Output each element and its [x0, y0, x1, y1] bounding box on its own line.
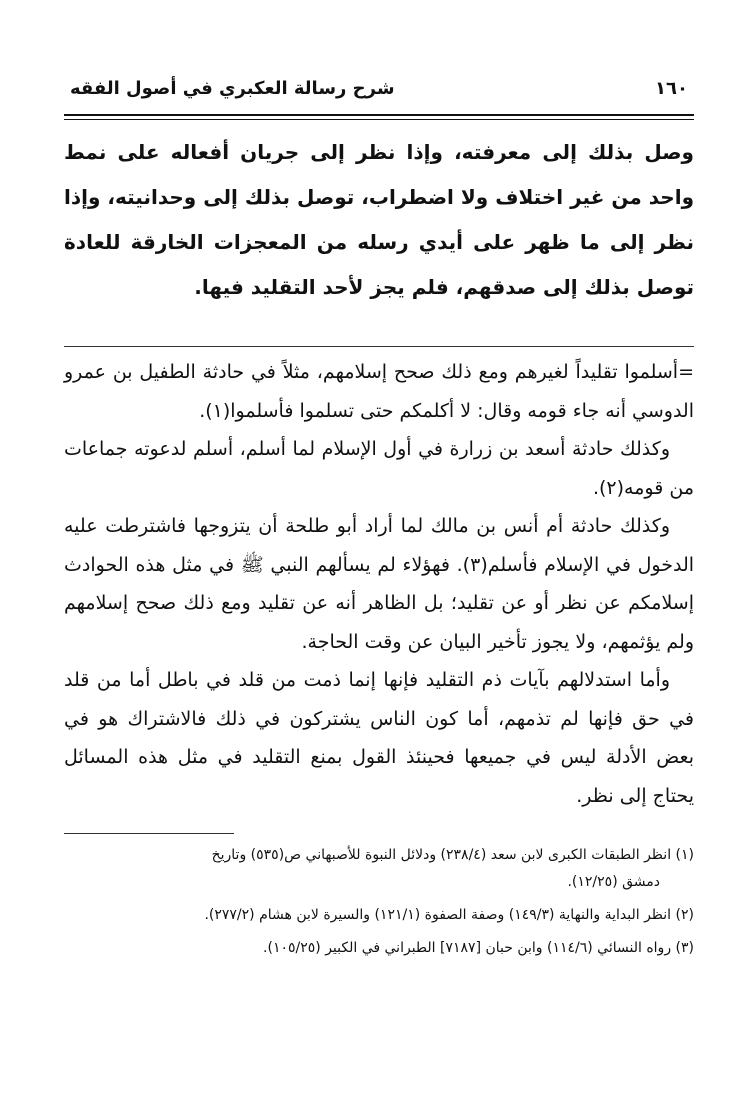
header-rule-thick — [64, 114, 694, 116]
page-number: ١٦٠ — [655, 78, 688, 99]
commentary-text — [64, 353, 694, 815]
book-page — [64, 78, 694, 968]
footnote-line: دمشق (١٢/٢٥). — [567, 874, 660, 890]
running-title: شرح رسالة العكبري في أصول الفقه — [70, 78, 395, 99]
commentary-paragraph: وأما استدلالهم بآيات ذم التقليد فإنها إنما ذمت من قلد في باطل أما من قلد في حق فإنها لم تذمهم، أما كون الناس يشتركون في ذلك فالاشتراك هو في بعض الأدلة ليس في جميعها فحينئذ القول بمنع التقليد في مثل هذه المسائل يحتاج إلى نظر. — [64, 669, 694, 807]
footnote-line: (١) انظر الطبقات الكبرى لابن سعد (٢٣٨/٤) ودلائل النبوة للأصبهاني ص(٥٣٥) وتاريخ — [211, 847, 694, 863]
footnote-separator — [64, 833, 234, 834]
page-header — [64, 78, 694, 108]
commentary-separator — [64, 346, 694, 347]
footnote-2 — [64, 902, 694, 929]
main-paragraph: وصل بذلك إلى معرفته، وإذا نظر إلى جريان أفعاله على نمط واحد من غير اختلاف ولا اضطراب، توصل بذلك إلى وحدانيته، وإذا نظر إلى ما ظهر على أيدي رسله من المعجزات الخارقة للعادة توصل بذلك إلى صدقهم، فلم يجز لأحد التقليد فيها. — [64, 140, 694, 299]
footnote-line: (٣) رواه النسائي (١١٤/٦) وابن حبان [٧١٨٧] الطبراني في الكبير (١٠٥/٢٥). — [263, 940, 694, 956]
footnote-1 — [64, 842, 694, 896]
commentary-paragraph: وكذلك حادثة أم أنس بن مالك لما أراد أبو طلحة أن يتزوجها فاشترطت عليه الدخول في الإسلام فأسلم(٣). فهؤلاء لم يسألهم النبي ﷺ في مثل هذه الحوادث إسلامكم عن نظر أو عن تقليد؛ بل الظاهر أنه عن تقليد ومع ذلك صحح إسلامهم ولم يؤثمهم، ولا يجوز تأخير البيان عن وقت الحاجة. — [64, 515, 695, 653]
footnotes — [64, 842, 694, 962]
commentary-paragraph: =أسلموا تقليداً لغيرهم ومع ذلك صحح إسلامهم، مثلاً في حادثة الطفيل بن عمرو الدوسي أنه جاء قومه وقال: لا أكلمكم حتى تسلموا فأسلموا(١). — [64, 361, 694, 422]
footnote-line: (٢) انظر البداية والنهاية (١٤٩/٣) وصفة الصفوة (١٢١/١) والسيرة لابن هشام (٢٧٧/٢). — [204, 907, 694, 923]
footnote-3 — [64, 935, 694, 962]
header-rule-thin — [64, 119, 694, 120]
commentary-paragraph: وكذلك حادثة أسعد بن زرارة في أول الإسلام لما أسلم، أسلم لدعوته جماعات من قومه(٢). — [64, 438, 694, 499]
main-text — [64, 130, 694, 310]
